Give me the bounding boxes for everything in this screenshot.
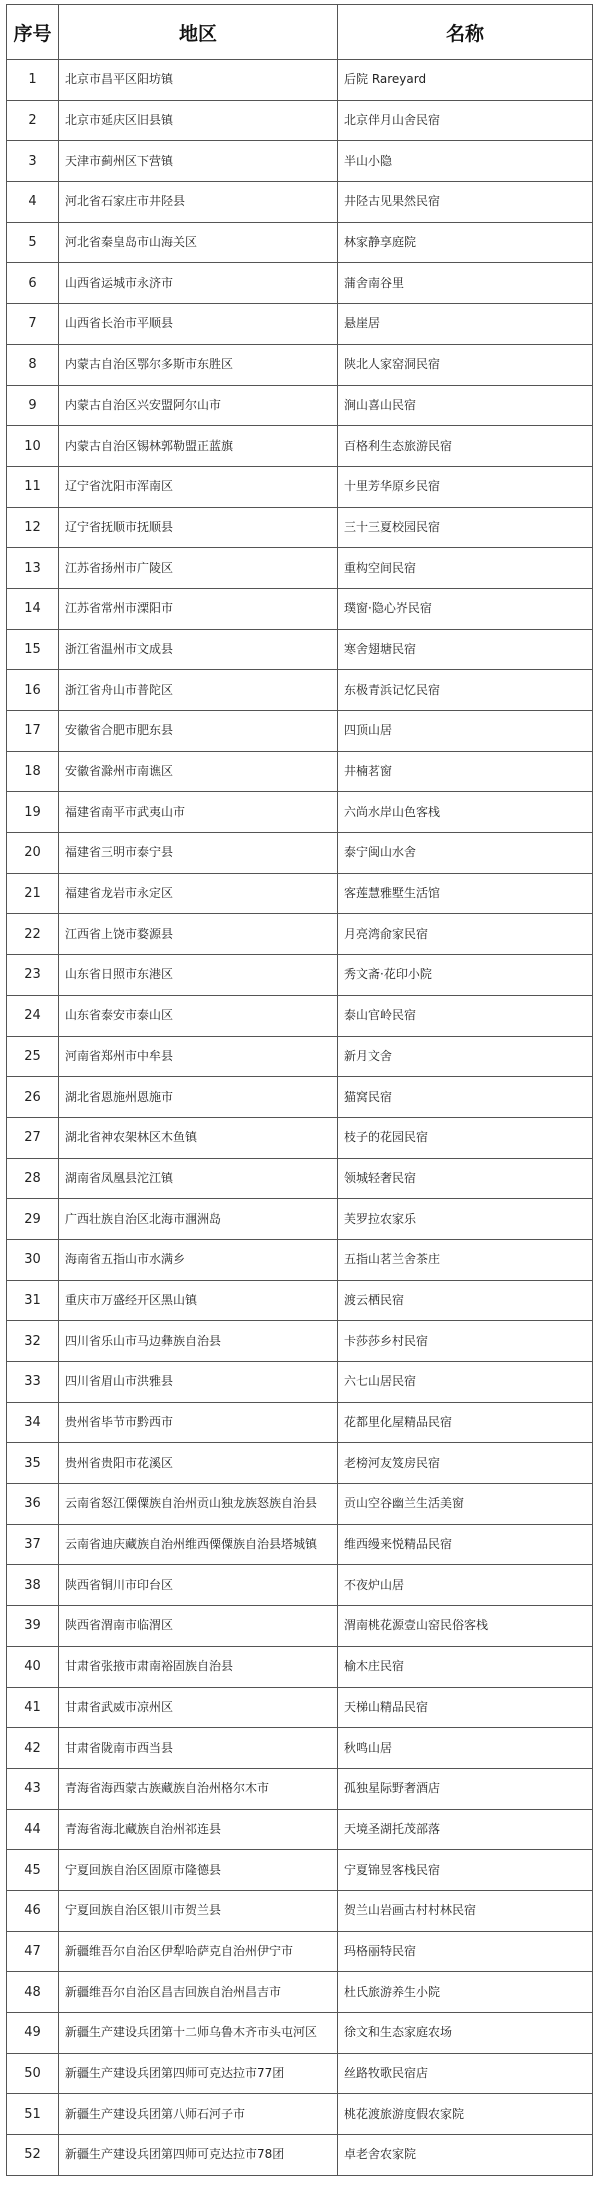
row-region: 云南省迪庆藏族自治州维西傈僳族自治县塔城镇 (59, 1524, 338, 1565)
table-row (7, 1728, 593, 1769)
table-row (7, 2135, 593, 2176)
table-header-row (7, 5, 593, 60)
table-row (7, 1565, 593, 1606)
table-row (7, 1402, 593, 1443)
table-row (7, 873, 593, 914)
table-row (7, 792, 593, 833)
row-region: 甘肃省张掖市肃南裕固族自治县 (59, 1646, 338, 1687)
table-row (7, 2094, 593, 2135)
row-name: 三十三夏校园民宿 (338, 507, 593, 548)
row-region: 河北省秦皇岛市山海关区 (59, 222, 338, 263)
row-region: 山东省日照市东港区 (59, 955, 338, 996)
row-name: 五指山茗兰舍茶庄 (338, 1239, 593, 1280)
row-region: 河北省石家庄市井陉县 (59, 182, 338, 223)
row-number: 26 (7, 1077, 59, 1118)
table-row (7, 1158, 593, 1199)
row-number: 2 (7, 100, 59, 141)
row-region: 贵州省毕节市黔西市 (59, 1402, 338, 1443)
row-number: 11 (7, 466, 59, 507)
row-region: 湖南省凤凰县沱江镇 (59, 1158, 338, 1199)
table-row (7, 344, 593, 385)
row-region: 宁夏回族自治区银川市贺兰县 (59, 1890, 338, 1931)
row-number: 23 (7, 955, 59, 996)
row-number: 33 (7, 1362, 59, 1403)
row-name: 月亮湾俞家民宿 (338, 914, 593, 955)
row-number: 31 (7, 1280, 59, 1321)
row-number: 43 (7, 1768, 59, 1809)
table-row (7, 588, 593, 629)
table-row (7, 1117, 593, 1158)
homestay-table (6, 4, 593, 2176)
row-name: 榆木庄民宿 (338, 1646, 593, 1687)
row-region: 福建省南平市武夷山市 (59, 792, 338, 833)
row-region: 甘肃省陇南市西当县 (59, 1728, 338, 1769)
row-number: 40 (7, 1646, 59, 1687)
row-name: 后院 Rareyard (338, 60, 593, 101)
row-number: 30 (7, 1239, 59, 1280)
row-region: 新疆维吾尔自治区昌吉回族自治州昌吉市 (59, 1972, 338, 2013)
row-region: 福建省龙岩市永定区 (59, 873, 338, 914)
row-name: 重构空间民宿 (338, 548, 593, 589)
row-region: 湖北省恩施州恩施市 (59, 1077, 338, 1118)
row-name: 玛格丽特民宿 (338, 1931, 593, 1972)
row-number: 25 (7, 1036, 59, 1077)
row-name: 泰宁闽山水舍 (338, 833, 593, 874)
row-name: 秀文斋·花印小院 (338, 955, 593, 996)
row-region: 湖北省神农架林区木鱼镇 (59, 1117, 338, 1158)
row-number: 34 (7, 1402, 59, 1443)
table-row (7, 1972, 593, 2013)
row-number: 46 (7, 1890, 59, 1931)
table-row (7, 1687, 593, 1728)
row-number: 3 (7, 141, 59, 182)
row-name: 陕北人家窑洞民宿 (338, 344, 593, 385)
row-number: 27 (7, 1117, 59, 1158)
row-region: 山东省泰安市泰山区 (59, 995, 338, 1036)
row-region: 江西省上饶市婺源县 (59, 914, 338, 955)
row-name: 杜氏旅游养生小院 (338, 1972, 593, 2013)
row-region: 新疆生产建设兵团第四师可克达拉市77团 (59, 2053, 338, 2094)
row-number: 29 (7, 1199, 59, 1240)
row-name: 天梯山精品民宿 (338, 1687, 593, 1728)
row-number: 35 (7, 1443, 59, 1484)
row-number: 51 (7, 2094, 59, 2135)
row-region: 新疆生产建设兵团第四师可克达拉市78团 (59, 2135, 338, 2176)
row-region: 山西省长治市平顺县 (59, 304, 338, 345)
row-number: 16 (7, 670, 59, 711)
table-row (7, 1077, 593, 1118)
table-row (7, 1890, 593, 1931)
table-row (7, 1199, 593, 1240)
row-name: 卡莎莎乡村民宿 (338, 1321, 593, 1362)
row-name: 徐文和生态家庭农场 (338, 2013, 593, 2054)
table-row (7, 1524, 593, 1565)
table-row (7, 1850, 593, 1891)
row-region: 辽宁省沈阳市浑南区 (59, 466, 338, 507)
row-name: 四顶山居 (338, 711, 593, 752)
row-region: 新疆生产建设兵团第十二师乌鲁木齐市头屯河区 (59, 2013, 338, 2054)
row-region: 四川省乐山市马边彝族自治县 (59, 1321, 338, 1362)
row-number: 37 (7, 1524, 59, 1565)
row-name: 六七山居民宿 (338, 1362, 593, 1403)
table-row (7, 1443, 593, 1484)
header-region: 地区 (59, 5, 338, 60)
table-row (7, 914, 593, 955)
row-number: 49 (7, 2013, 59, 2054)
row-number: 15 (7, 629, 59, 670)
row-name: 花都里化屋精品民宿 (338, 1402, 593, 1443)
row-region: 陕西省渭南市临渭区 (59, 1606, 338, 1647)
row-name: 井陉古见果然民宿 (338, 182, 593, 223)
row-number: 12 (7, 507, 59, 548)
table-row (7, 507, 593, 548)
row-name: 枝子的花园民宿 (338, 1117, 593, 1158)
table-row (7, 711, 593, 752)
row-number: 45 (7, 1850, 59, 1891)
row-region: 四川省眉山市洪雅县 (59, 1362, 338, 1403)
table-row (7, 995, 593, 1036)
table-row (7, 141, 593, 182)
table-row (7, 670, 593, 711)
row-number: 6 (7, 263, 59, 304)
row-region: 江苏省常州市溧阳市 (59, 588, 338, 629)
row-region: 北京市昌平区阳坊镇 (59, 60, 338, 101)
row-number: 38 (7, 1565, 59, 1606)
table-row (7, 263, 593, 304)
row-name: 十里芳华原乡民宿 (338, 466, 593, 507)
table-row (7, 1768, 593, 1809)
row-region: 安徽省合肥市肥东县 (59, 711, 338, 752)
table-row (7, 1646, 593, 1687)
row-region: 浙江省温州市文成县 (59, 629, 338, 670)
row-region: 河南省郑州市中牟县 (59, 1036, 338, 1077)
row-region: 新疆生产建设兵团第八师石河子市 (59, 2094, 338, 2135)
row-number: 8 (7, 344, 59, 385)
row-number: 48 (7, 1972, 59, 2013)
row-number: 7 (7, 304, 59, 345)
row-number: 32 (7, 1321, 59, 1362)
row-region: 内蒙古自治区兴安盟阿尔山市 (59, 385, 338, 426)
row-name: 猫窝民宿 (338, 1077, 593, 1118)
row-region: 天津市蓟州区下营镇 (59, 141, 338, 182)
row-name: 北京伴月山舍民宿 (338, 100, 593, 141)
table-row (7, 60, 593, 101)
row-region: 青海省海北藏族自治州祁连县 (59, 1809, 338, 1850)
row-name: 璞窗·隐心岕民宿 (338, 588, 593, 629)
row-number: 19 (7, 792, 59, 833)
row-name: 老榜河友笈房民宿 (338, 1443, 593, 1484)
row-name: 井楠茗窗 (338, 751, 593, 792)
table-row (7, 2053, 593, 2094)
table-row (7, 1036, 593, 1077)
row-number: 41 (7, 1687, 59, 1728)
row-name: 宁夏锦昱客栈民宿 (338, 1850, 593, 1891)
row-name: 寒舍翅塘民宿 (338, 629, 593, 670)
row-number: 21 (7, 873, 59, 914)
row-region: 新疆维吾尔自治区伊犁哈萨克自治州伊宁市 (59, 1931, 338, 1972)
row-name: 渡云栖民宿 (338, 1280, 593, 1321)
row-number: 1 (7, 60, 59, 101)
row-name: 六尚水岸山色客栈 (338, 792, 593, 833)
table-row (7, 955, 593, 996)
row-name: 维西缦来悦精品民宿 (338, 1524, 593, 1565)
row-number: 42 (7, 1728, 59, 1769)
row-number: 14 (7, 588, 59, 629)
row-region: 辽宁省抚顺市抚顺县 (59, 507, 338, 548)
row-region: 陕西省铜川市印台区 (59, 1565, 338, 1606)
row-region: 青海省海西蒙古族藏族自治州格尔木市 (59, 1768, 338, 1809)
table-row (7, 1362, 593, 1403)
row-region: 贵州省贵阳市花溪区 (59, 1443, 338, 1484)
row-region: 广西壮族自治区北海市涠洲岛 (59, 1199, 338, 1240)
table-row (7, 1321, 593, 1362)
row-region: 山西省运城市永济市 (59, 263, 338, 304)
row-region: 海南省五指山市水满乡 (59, 1239, 338, 1280)
row-name: 桃花渡旅游度假农家院 (338, 2094, 593, 2135)
table-row (7, 629, 593, 670)
table-row (7, 466, 593, 507)
row-number: 28 (7, 1158, 59, 1199)
table-row (7, 182, 593, 223)
row-name: 芙罗拉农家乐 (338, 1199, 593, 1240)
row-name: 秋鸣山居 (338, 1728, 593, 1769)
row-region: 浙江省舟山市普陀区 (59, 670, 338, 711)
row-name: 贡山空谷幽兰生活美窗 (338, 1484, 593, 1525)
row-name: 不夜炉山居 (338, 1565, 593, 1606)
row-name: 渭南桃花源壹山窑民俗客栈 (338, 1606, 593, 1647)
row-name: 半山小隐 (338, 141, 593, 182)
table-row (7, 2013, 593, 2054)
row-name: 天境圣湖托茂部落 (338, 1809, 593, 1850)
row-number: 47 (7, 1931, 59, 1972)
table-row (7, 385, 593, 426)
row-number: 17 (7, 711, 59, 752)
row-number: 36 (7, 1484, 59, 1525)
row-region: 甘肃省武威市凉州区 (59, 1687, 338, 1728)
row-name: 泰山官岭民宿 (338, 995, 593, 1036)
row-region: 江苏省扬州市广陵区 (59, 548, 338, 589)
row-number: 44 (7, 1809, 59, 1850)
header-name: 名称 (338, 5, 593, 60)
row-name: 东极青浜记忆民宿 (338, 670, 593, 711)
row-number: 9 (7, 385, 59, 426)
row-number: 39 (7, 1606, 59, 1647)
listing-table-container (6, 4, 592, 2176)
table-row (7, 1931, 593, 1972)
row-number: 52 (7, 2135, 59, 2176)
row-name: 蒲舍南谷里 (338, 263, 593, 304)
row-number: 50 (7, 2053, 59, 2094)
table-row (7, 1606, 593, 1647)
table-row (7, 548, 593, 589)
table-row (7, 1809, 593, 1850)
table-row (7, 100, 593, 141)
row-region: 重庆市万盛经开区黑山镇 (59, 1280, 338, 1321)
table-row (7, 222, 593, 263)
table-row (7, 751, 593, 792)
row-name: 新月文舍 (338, 1036, 593, 1077)
row-name: 领城轻奢民宿 (338, 1158, 593, 1199)
table-row (7, 833, 593, 874)
row-name: 百格利生态旅游民宿 (338, 426, 593, 467)
row-name: 悬崖居 (338, 304, 593, 345)
row-name: 林家静享庭院 (338, 222, 593, 263)
row-number: 18 (7, 751, 59, 792)
row-region: 内蒙古自治区鄂尔多斯市东胜区 (59, 344, 338, 385)
row-number: 10 (7, 426, 59, 467)
row-name: 卓老舍农家院 (338, 2135, 593, 2176)
row-number: 22 (7, 914, 59, 955)
row-number: 24 (7, 995, 59, 1036)
row-number: 20 (7, 833, 59, 874)
row-region: 宁夏回族自治区固原市隆德县 (59, 1850, 338, 1891)
row-name: 孤独星际野奢酒店 (338, 1768, 593, 1809)
row-name: 涧山喜山民宿 (338, 385, 593, 426)
row-region: 福建省三明市泰宁县 (59, 833, 338, 874)
table-row (7, 1280, 593, 1321)
row-number: 4 (7, 182, 59, 223)
row-region: 北京市延庆区旧县镇 (59, 100, 338, 141)
row-name: 丝路牧歌民宿店 (338, 2053, 593, 2094)
header-no: 序号 (7, 5, 59, 60)
table-row (7, 426, 593, 467)
row-number: 5 (7, 222, 59, 263)
row-region: 安徽省滁州市南谯区 (59, 751, 338, 792)
table-row (7, 1239, 593, 1280)
row-region: 内蒙古自治区锡林郭勒盟正蓝旗 (59, 426, 338, 467)
row-name: 客莲慧雅墅生活馆 (338, 873, 593, 914)
row-number: 13 (7, 548, 59, 589)
table-row (7, 304, 593, 345)
table-row (7, 1484, 593, 1525)
table-body (7, 60, 593, 2176)
row-name: 贺兰山岩画古村村林民宿 (338, 1890, 593, 1931)
row-region: 云南省怒江傈僳族自治州贡山独龙族怒族自治县 (59, 1484, 338, 1525)
